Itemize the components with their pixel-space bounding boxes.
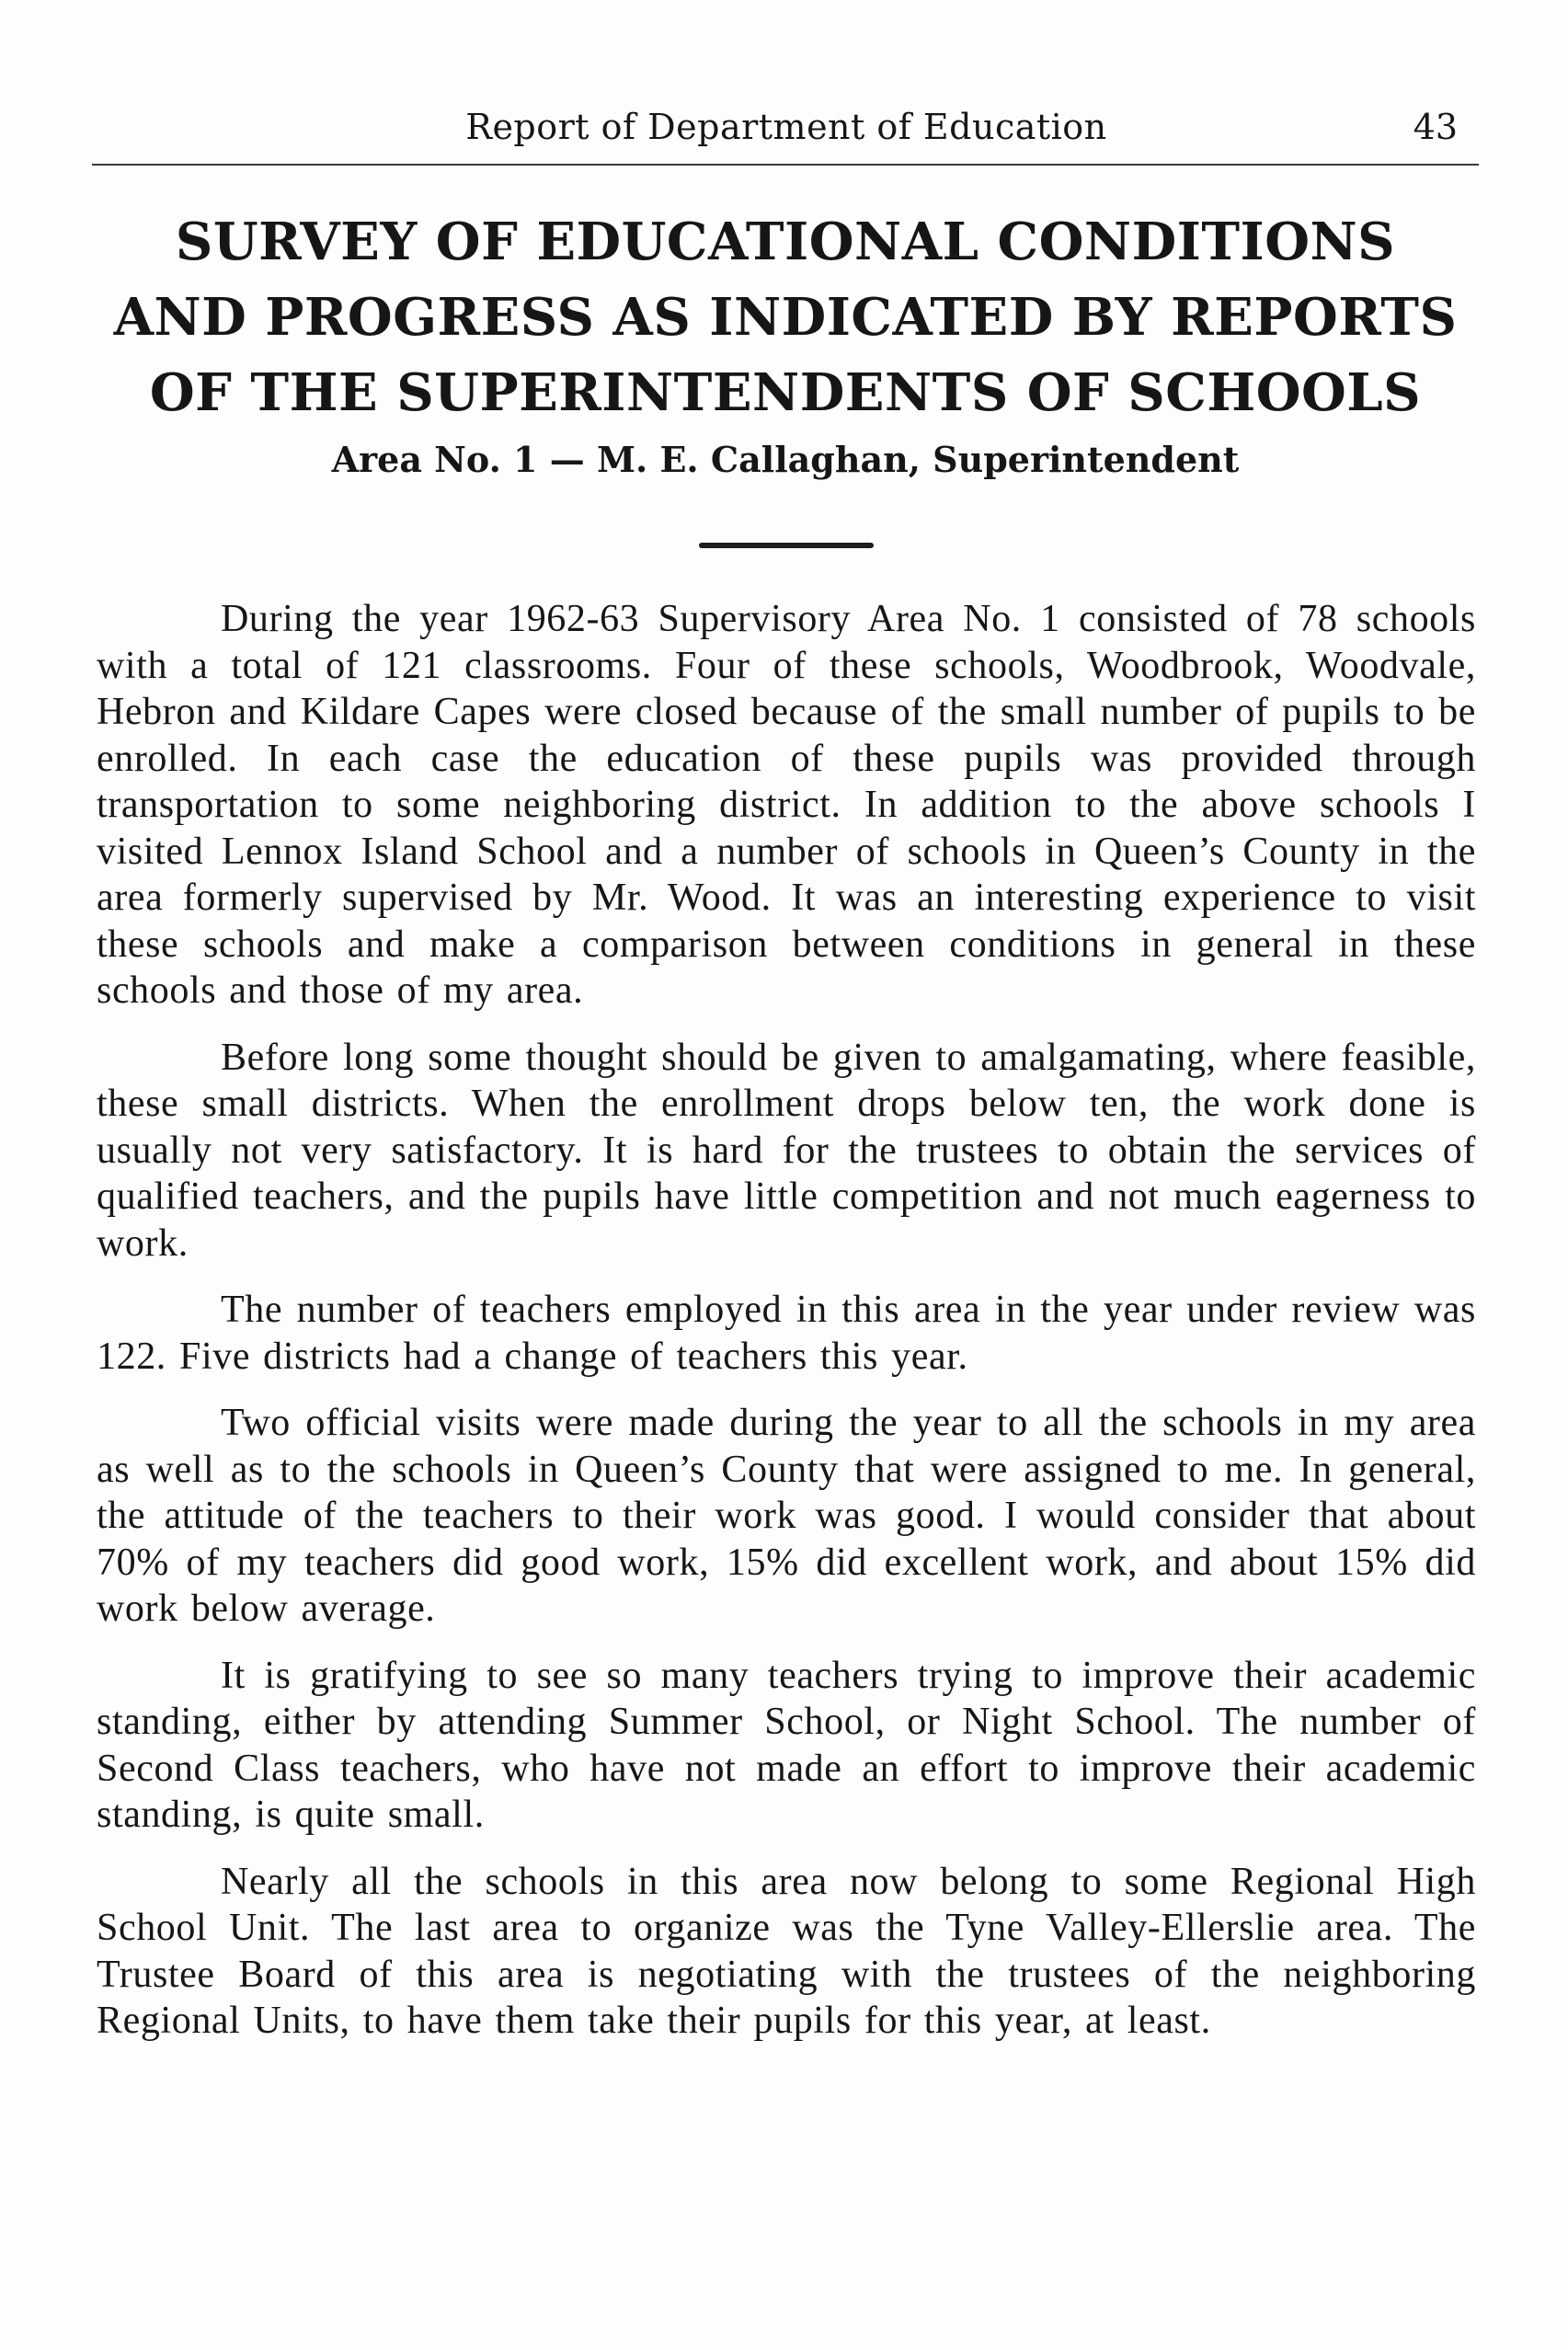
paragraph-enrollment-overview: During the year 1962-63 Supervisory Area No. 1 consisted of 78 schools with a total of 121 classrooms. Four of these schools, Woodbrook, Woodvale, Hebron and Kildare Capes were closed because of the small number of pupils to be enrolled. In each case the education of these pupils was provided through transportation to some neighboring district. In addition to the above schools I visited Lennox Island School and a number of schools in Queen’s County in the area formerly supervised by Mr. Wood. It was an interesting experience to visit these schools and make a comparison between conditions in general in these schools and those of my area. — [97, 598, 1476, 1012]
report-title — [92, 204, 1479, 430]
paragraph-regional-units: Nearly all the schools in this area now belong to some Regional High School Unit. The last area to organize was the Tyne Valley-Ellerslie area. The Trustee Board of this area is negotiating with the trustees of the neighboring Regional Units, to have them take their pupils for this year, at least. — [97, 1860, 1476, 2042]
header-divider — [92, 164, 1479, 166]
paragraph-academic-standing: It is gratifying to see so many teachers trying to improve their academic standing, either by attending Summer School, or Night School. The number of Second Class teachers, who have not made an effort to improve their academic standing, is quite small. — [97, 1654, 1476, 1836]
title-line-2: AND PROGRESS AS INDICATED BY REPORTS — [113, 287, 1458, 348]
paragraph-official-visits: Two official visits were made during the year to all the schools in my area as well as to the schools in Queen’s County that were assigned to me. In general, the attitude of the teachers to their work was good. I would consider that about 70% of my teachers did good work, 15% did excellent work, and about 15% did work below average. — [97, 1402, 1476, 1630]
paragraph-amalgamation: Before long some thought should be given to amalgamating, where feasible, these small districts. When the enrollment drops below ten, the work done is usually not very satisfactory. It is hard for the trustees to obtain the services of qualified teachers, and the pupils have little competition and not much eagerness to work. — [97, 1036, 1476, 1265]
page-number: 43 — [1413, 107, 1458, 147]
report-body — [97, 596, 1476, 2065]
title-separator-rule — [699, 543, 874, 548]
title-line-1: SURVEY OF EDUCATIONAL CONDITIONS — [175, 212, 1396, 272]
paragraph-teacher-count: The number of teachers employed in this area in the year under review was 122. Five districts had a change of teachers this year. — [97, 1289, 1476, 1378]
area-subtitle: Area No. 1 — M. E. Callaghan, Superintendent — [331, 439, 1240, 480]
running-title: Report of Department of Education — [465, 107, 1107, 147]
running-header — [97, 99, 1476, 155]
title-line-3: OF THE SUPERINTENDENTS OF SCHOOLS — [149, 362, 1422, 423]
